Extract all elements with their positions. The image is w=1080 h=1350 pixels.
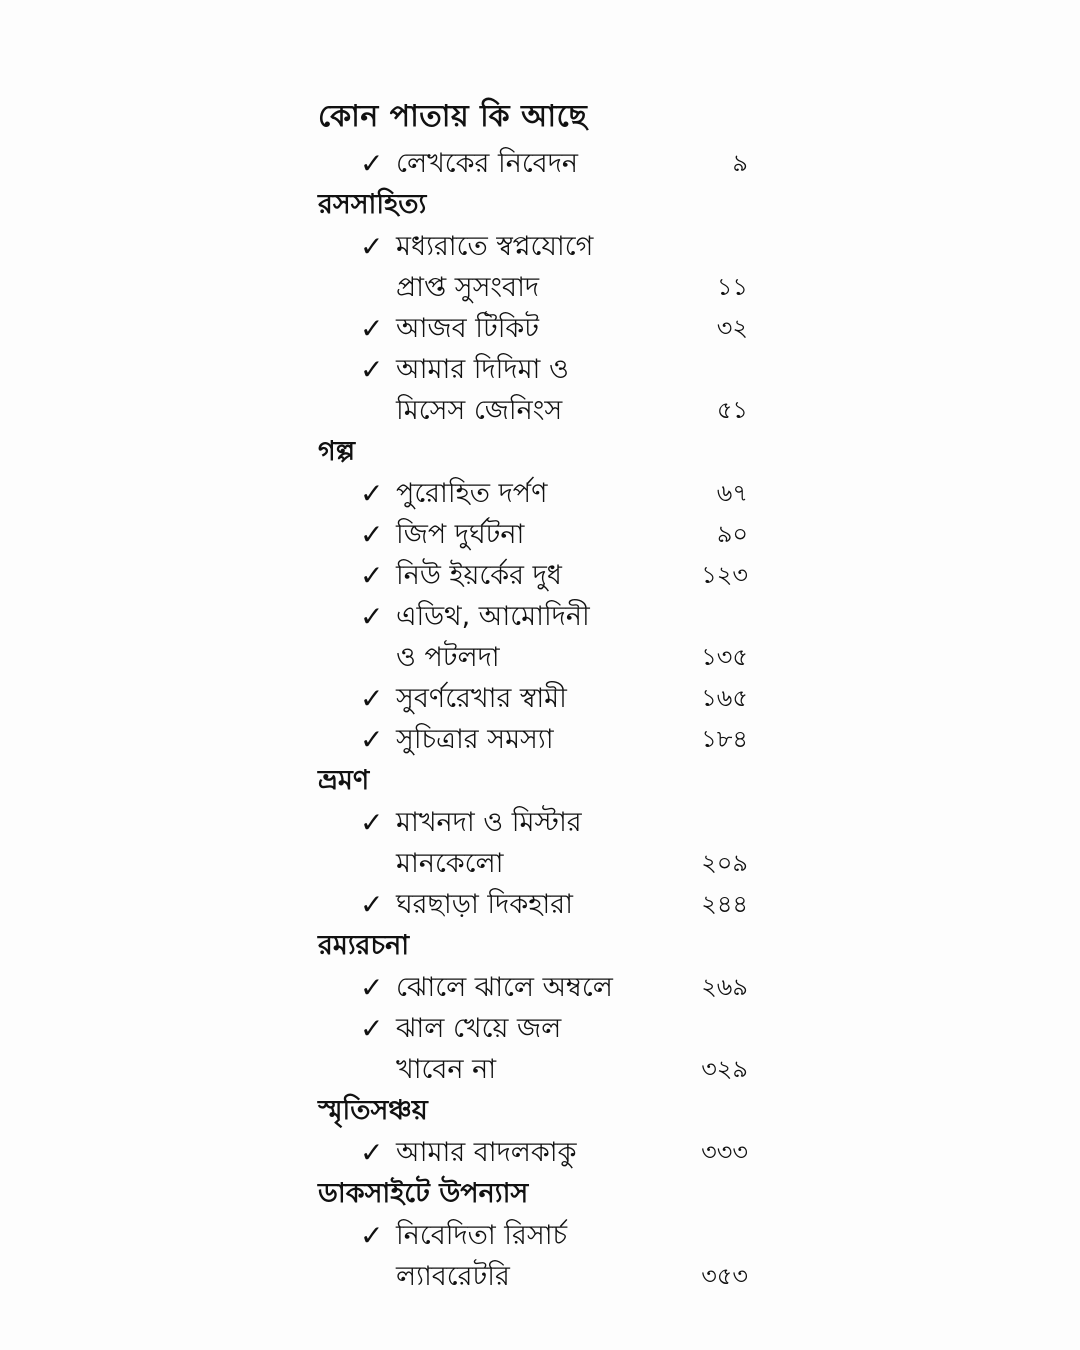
checkmark-icon: ✓	[360, 1136, 384, 1169]
toc-entry	[318, 802, 758, 884]
entry-title: এডিথ, আমোদিনী	[396, 601, 590, 632]
page-number: ১২৩	[701, 561, 748, 589]
toc-entry-line	[360, 843, 758, 884]
page-number: ২০৯	[701, 849, 748, 877]
table-of-contents	[318, 143, 758, 1297]
toc-entry-line	[360, 390, 758, 431]
entry-title: খাবেন না	[396, 1054, 497, 1085]
toc-entry-line	[360, 719, 758, 760]
entry-title: পুরোহিত দর্পণ	[396, 478, 548, 509]
entry-title: ঘরছাড়া দিকহারা	[396, 889, 573, 920]
toc-entry-line	[360, 514, 758, 555]
toc-entry	[318, 1008, 758, 1090]
checkmark-icon: ✓	[360, 147, 384, 180]
entry-title: আমার দিদিমা ও	[396, 354, 569, 385]
page-number: ২৪৪	[701, 890, 748, 918]
entry-title: মিসেস জেনিংস	[396, 395, 563, 426]
toc-entry-line	[360, 226, 758, 267]
toc-entry	[318, 678, 758, 719]
checkmark-icon: ✓	[360, 806, 384, 839]
toc-entry-line	[360, 1008, 758, 1049]
section-heading: রসসাহিত্য	[318, 189, 427, 220]
toc-entry-line	[360, 1132, 758, 1173]
entry-title: ঝোলে ঝালে অম্বলে	[396, 972, 613, 1003]
page-number: ৯	[732, 149, 748, 177]
toc-entry	[318, 596, 758, 678]
toc-entry-line	[360, 967, 758, 1008]
page-number: ১৮৪	[701, 725, 748, 753]
toc-entry	[318, 349, 758, 431]
checkmark-icon: ✓	[360, 888, 384, 921]
section-heading: ডাকসাইটে উপন্যাস	[318, 1178, 529, 1209]
page-number: ৬৭	[716, 479, 748, 507]
entry-title: আজব টিকিট	[396, 313, 540, 344]
checkmark-icon: ✓	[360, 518, 384, 551]
section-heading: রম্যরচনা	[318, 930, 410, 961]
toc-entry-line	[360, 473, 758, 514]
entry-title: মানকেলো	[396, 848, 504, 879]
checkmark-icon: ✓	[360, 312, 384, 345]
toc-entry-line	[360, 678, 758, 719]
entry-title: লেখকের নিবেদন	[396, 148, 578, 179]
page-number: ৩২	[716, 314, 748, 342]
toc-entry-line	[360, 349, 758, 390]
toc-entry-line	[360, 637, 758, 678]
toc-entry	[318, 143, 758, 184]
page-number: ৩৩৩	[701, 1138, 748, 1166]
contents-heading: কোন পাতায় কি আছে	[318, 99, 588, 134]
toc-entry	[318, 884, 758, 925]
page-number: ৯০	[716, 520, 748, 548]
entry-title: আমার বাদলকাকু	[396, 1137, 577, 1168]
page-number: ২৬৯	[701, 973, 748, 1001]
page-number: ১৬৫	[701, 684, 748, 712]
toc-entry-line	[360, 884, 758, 925]
toc-entry-line	[360, 1049, 758, 1090]
section-heading: গল্প	[318, 436, 355, 467]
checkmark-icon: ✓	[360, 353, 384, 386]
entry-title: মধ্যরাতে স্বপ্নযোগে	[396, 231, 594, 262]
entry-title: নিউ ইয়র্কের দুধ	[396, 560, 562, 591]
toc-entry	[318, 719, 758, 760]
toc-entry	[318, 473, 758, 514]
toc-entry-line	[360, 555, 758, 596]
toc-entry	[318, 1132, 758, 1173]
toc-entry	[318, 514, 758, 555]
toc-entry	[318, 226, 758, 308]
toc-entry	[318, 967, 758, 1008]
checkmark-icon: ✓	[360, 723, 384, 756]
page-number: ১১	[716, 273, 748, 301]
entry-title: সুবর্ণরেখার স্বামী	[396, 683, 567, 714]
entry-title: ল্যাবরেটরি	[396, 1261, 510, 1292]
entry-title: ঝাল খেয়ে জল	[396, 1013, 562, 1044]
toc-entry	[318, 555, 758, 596]
entry-title: সুচিত্রার সমস্যা	[396, 724, 554, 755]
page-number: ৩৫৩	[701, 1262, 748, 1290]
toc-entry-line	[360, 267, 758, 308]
toc-entry-line	[360, 1215, 758, 1256]
checkmark-icon: ✓	[360, 477, 384, 510]
page-number: ৩২৯	[701, 1055, 748, 1083]
entry-title: নিবেদিতা রিসার্চ	[396, 1220, 568, 1251]
toc-entry-line	[360, 802, 758, 843]
checkmark-icon: ✓	[360, 682, 384, 715]
toc-entry-line	[360, 1256, 758, 1297]
checkmark-icon: ✓	[360, 600, 384, 633]
checkmark-icon: ✓	[360, 230, 384, 263]
checkmark-icon: ✓	[360, 1219, 384, 1252]
section-heading: ভ্রমণ	[318, 765, 370, 796]
checkmark-icon: ✓	[360, 971, 384, 1004]
page-number: ৫১	[716, 396, 748, 424]
entry-title: ও পটলদা	[396, 642, 500, 673]
section-heading: স্মৃতিসঞ্চয়	[318, 1095, 428, 1126]
toc-entry-line	[360, 596, 758, 637]
toc-entry-line	[360, 308, 758, 349]
entry-title: প্রাপ্ত সুসংবাদ	[396, 272, 540, 303]
entry-title: মাখনদা ও মিস্টার	[396, 807, 582, 838]
toc-entry	[318, 1215, 758, 1297]
page-number: ১৩৫	[701, 643, 748, 671]
checkmark-icon: ✓	[360, 1012, 384, 1045]
toc-entry-line	[360, 143, 758, 184]
checkmark-icon: ✓	[360, 559, 384, 592]
toc-entry	[318, 308, 758, 349]
entry-title: জিপ দুর্ঘটনা	[396, 519, 525, 550]
